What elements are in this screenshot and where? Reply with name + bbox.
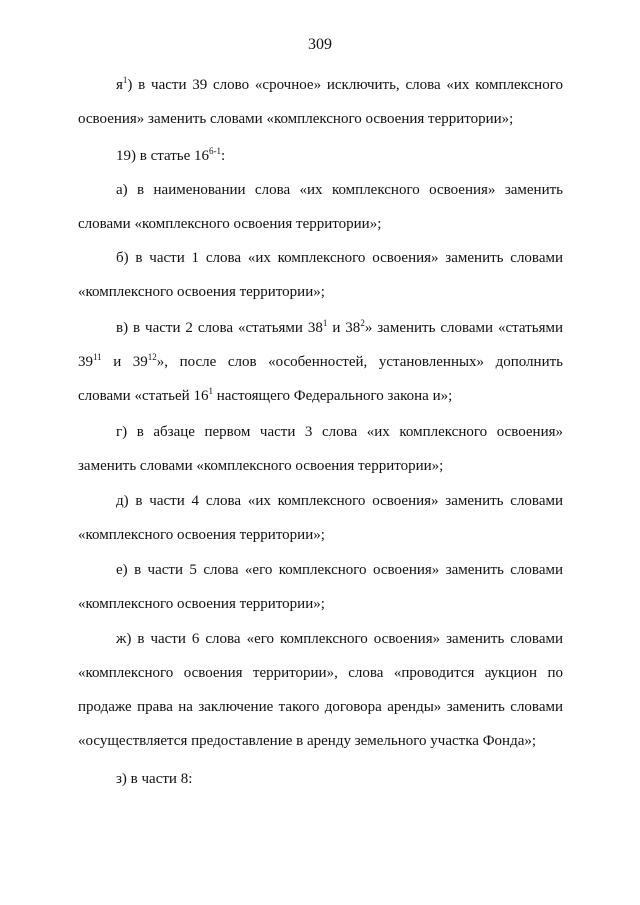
- paragraph-ya1: [78, 68, 563, 136]
- paragraph-sub-g: [78, 415, 563, 483]
- paragraph-sub-e: [78, 553, 563, 621]
- text-run: з) в части 8:: [116, 771, 193, 787]
- text-run: в) в части 2 слова «статьями 38: [116, 320, 323, 336]
- text-run: ) в части 39 слово «срочное» исключить, слова «их комплексного освоения» заменить словами «комплексного освоения территории»;: [78, 77, 563, 127]
- paragraph-sub-v: [78, 311, 563, 413]
- superscript: 12: [147, 352, 157, 362]
- paragraph-sub-a: [78, 173, 563, 241]
- text-run: б) в части 1 слова «их комплексного освоения» заменить словами «комплексного освоения территории»;: [78, 250, 563, 300]
- paragraph-sub-b: [78, 241, 563, 309]
- text-run: 19) в статье 16: [116, 148, 210, 164]
- paragraph-sub-d: [78, 484, 563, 552]
- text-run: е) в части 5 слова «его комплексного освоения» заменить словами «комплексного освоения территории»;: [78, 562, 563, 612]
- text-run: настоящего Федерального закона и»;: [212, 388, 453, 404]
- page-number: 309: [308, 36, 332, 53]
- paragraph-sub-z: [78, 762, 563, 796]
- text-run: ж) в части 6 слова «его комплексного освоения» заменить словами «комплексного освоения территории», слова «проводится аукцион по продаже права на заключение такого договора аренды» заменить словами «осуществляется предоставление в аренду земельного участка Фонда»;: [78, 631, 563, 749]
- text-run: я: [116, 77, 123, 93]
- text-run: г) в абзаце первом части 3 слова «их комплексного освоения» заменить словами «комплексного освоения территории»;: [78, 424, 563, 474]
- text-run: », после слов «особенностей, установленных» дополнить словами «статьей 16: [78, 354, 563, 404]
- superscript: 6-1: [209, 146, 222, 156]
- text-run: » заменить словами «статьями 39: [78, 320, 563, 370]
- paragraph-sub-zh: [78, 622, 563, 758]
- text-run: и 38: [327, 320, 361, 336]
- superscript: 11: [93, 352, 102, 362]
- superscript: 1: [122, 75, 128, 85]
- text-run: а) в наименовании слова «их комплексного освоения» заменить словами «комплексного освоения территории»;: [78, 182, 563, 232]
- superscript: 1: [208, 386, 213, 396]
- text-run: и 39: [101, 354, 148, 370]
- text-run: д) в части 4 слова «их комплексного освоения» заменить словами «комплексного освоения территории»;: [78, 493, 563, 543]
- paragraph-item-19: [78, 139, 563, 173]
- text-run: :: [221, 148, 226, 164]
- superscript: 1: [322, 318, 328, 328]
- superscript: 2: [360, 318, 365, 328]
